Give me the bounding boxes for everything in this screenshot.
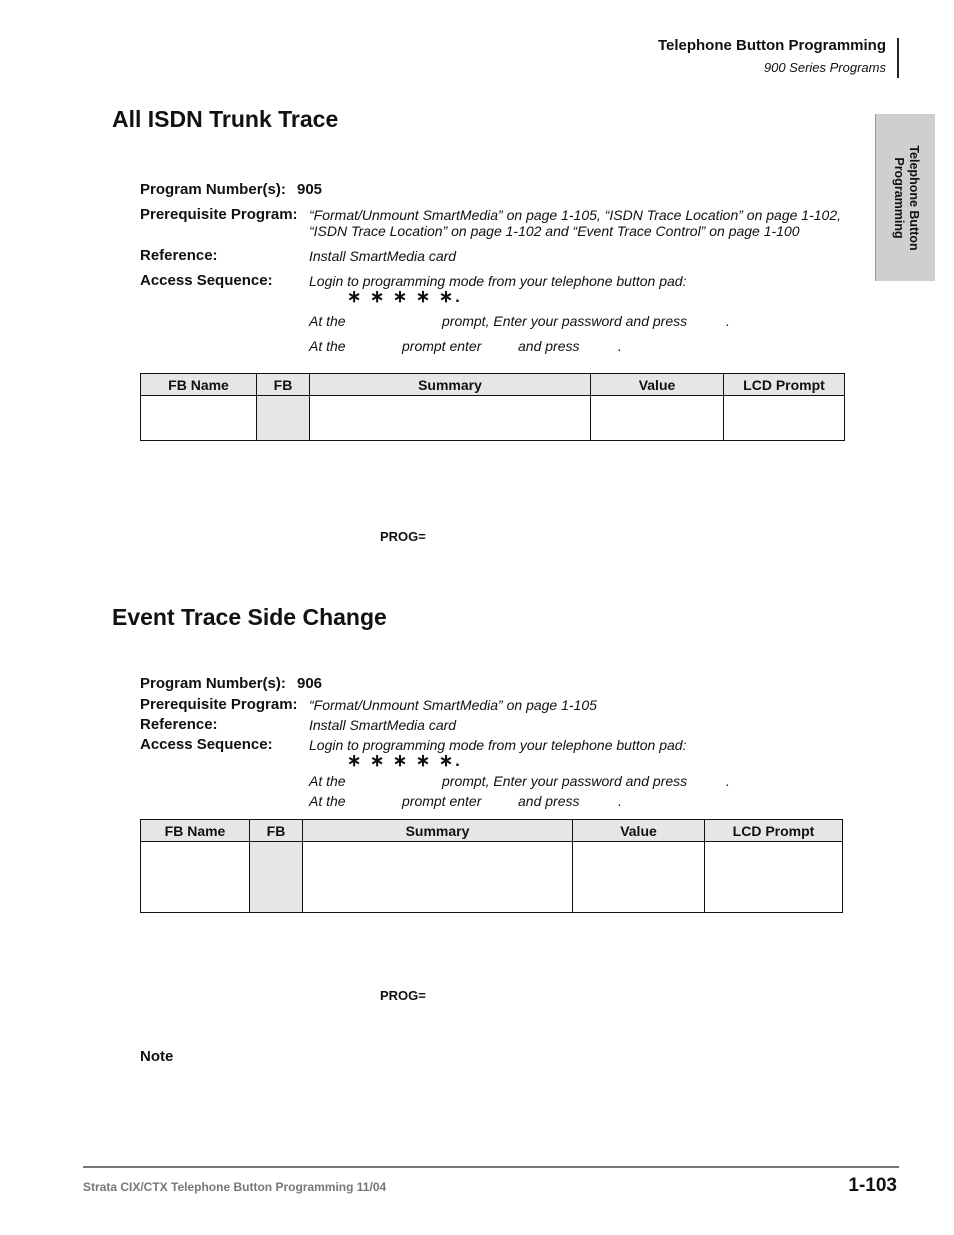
access-line3-c: and press bbox=[518, 338, 580, 354]
prereq-line-1: “Format/Unmount SmartMedia” on page 1-105, “ISDN Trace Location” on page 1-102, bbox=[309, 207, 841, 223]
col-header-summary: Summary bbox=[310, 374, 591, 396]
prereq-label: Prerequisite Program: bbox=[140, 206, 298, 223]
access-line3-b: prompt enter bbox=[402, 338, 482, 354]
col-header-fb: FB bbox=[257, 374, 310, 396]
col-header-fb: FB bbox=[250, 820, 303, 842]
cell-summary bbox=[310, 396, 591, 441]
lcd-prog-prompt: PROG= bbox=[380, 529, 426, 544]
reference-label: Reference: bbox=[140, 716, 218, 733]
side-tab-label bbox=[891, 145, 921, 250]
access-sequence-label: Access Sequence: bbox=[140, 736, 273, 753]
access-line2-c: . bbox=[726, 313, 730, 329]
cell-fb bbox=[250, 842, 303, 913]
side-tab-line2: Programming bbox=[891, 156, 906, 239]
chapter-side-tab bbox=[875, 114, 935, 281]
access-line3-b: prompt enter bbox=[402, 793, 482, 809]
access-line2-a: At the bbox=[309, 313, 346, 329]
reference-label: Reference: bbox=[140, 247, 218, 264]
side-tab-line1: Telephone Button bbox=[906, 144, 921, 251]
access-sequence-line-1: Login to programming mode from your telephone button pad: bbox=[309, 273, 687, 289]
program-number-label: Program Number(s): bbox=[140, 181, 286, 198]
access-line2-a: At the bbox=[309, 773, 346, 789]
note-label: Note bbox=[140, 1048, 174, 1065]
access-line3-c: and press bbox=[518, 793, 580, 809]
reference-value: Install SmartMedia card bbox=[309, 248, 457, 264]
access-line2-b: prompt, Enter your password and press bbox=[442, 773, 688, 789]
table-row bbox=[141, 396, 845, 441]
footer-document-title: Strata CIX/CTX Telephone Button Programming 11/04 bbox=[83, 1180, 387, 1194]
program-number-value: 906 bbox=[297, 675, 323, 692]
program-number-label: Program Number(s): bbox=[140, 675, 286, 692]
access-code-stars: ∗ ∗ ∗ ∗ ∗. bbox=[347, 751, 462, 770]
access-line3-d: . bbox=[618, 338, 622, 354]
cell-fb bbox=[257, 396, 310, 441]
program-table-905 bbox=[140, 373, 845, 441]
col-header-fb-name: FB Name bbox=[141, 820, 250, 842]
access-line2-b: prompt, Enter your password and press bbox=[442, 313, 688, 329]
prereq-line-2: “ISDN Trace Location” on page 1-102 and “Event Trace Control” on page 1-100 bbox=[309, 223, 800, 239]
running-header-subtitle: 900 Series Programs bbox=[763, 60, 886, 75]
access-sequence-line-1: Login to programming mode from your telephone button pad: bbox=[309, 737, 687, 753]
cell-lcd-prompt bbox=[724, 396, 845, 441]
access-line2-c: . bbox=[726, 773, 730, 789]
reference-value: Install SmartMedia card bbox=[309, 717, 457, 733]
page-number: 1-103 bbox=[848, 1175, 897, 1196]
cell-fb-name bbox=[141, 396, 257, 441]
cell-summary bbox=[303, 842, 573, 913]
running-header-title: Telephone Button Programming bbox=[657, 37, 886, 54]
col-header-value: Value bbox=[573, 820, 705, 842]
col-header-fb-name: FB Name bbox=[141, 374, 257, 396]
program-table-906 bbox=[140, 819, 843, 913]
footer-divider bbox=[83, 1166, 899, 1168]
access-line3-a: At the bbox=[309, 338, 346, 354]
access-line3-a: At the bbox=[309, 793, 346, 809]
prereq-label: Prerequisite Program: bbox=[140, 696, 298, 713]
cell-fb-name bbox=[141, 842, 250, 913]
prereq-line-1: “Format/Unmount SmartMedia” on page 1-105 bbox=[309, 697, 597, 713]
section-heading-isdn-trace: All ISDN Trunk Trace bbox=[112, 106, 339, 132]
program-number-value: 905 bbox=[297, 181, 323, 198]
access-sequence-label: Access Sequence: bbox=[140, 272, 273, 289]
cell-value bbox=[573, 842, 705, 913]
col-header-lcd-prompt: LCD Prompt bbox=[705, 820, 843, 842]
cell-value bbox=[591, 396, 724, 441]
access-line3-d: . bbox=[618, 793, 622, 809]
table-row bbox=[141, 842, 843, 913]
lcd-prog-prompt: PROG= bbox=[380, 988, 426, 1003]
cell-lcd-prompt bbox=[705, 842, 843, 913]
col-header-lcd-prompt: LCD Prompt bbox=[724, 374, 845, 396]
section-heading-event-trace: Event Trace Side Change bbox=[112, 604, 387, 630]
header-divider bbox=[897, 38, 899, 78]
access-code-stars: ∗ ∗ ∗ ∗ ∗. bbox=[347, 287, 462, 306]
col-header-value: Value bbox=[591, 374, 724, 396]
col-header-summary: Summary bbox=[303, 820, 573, 842]
